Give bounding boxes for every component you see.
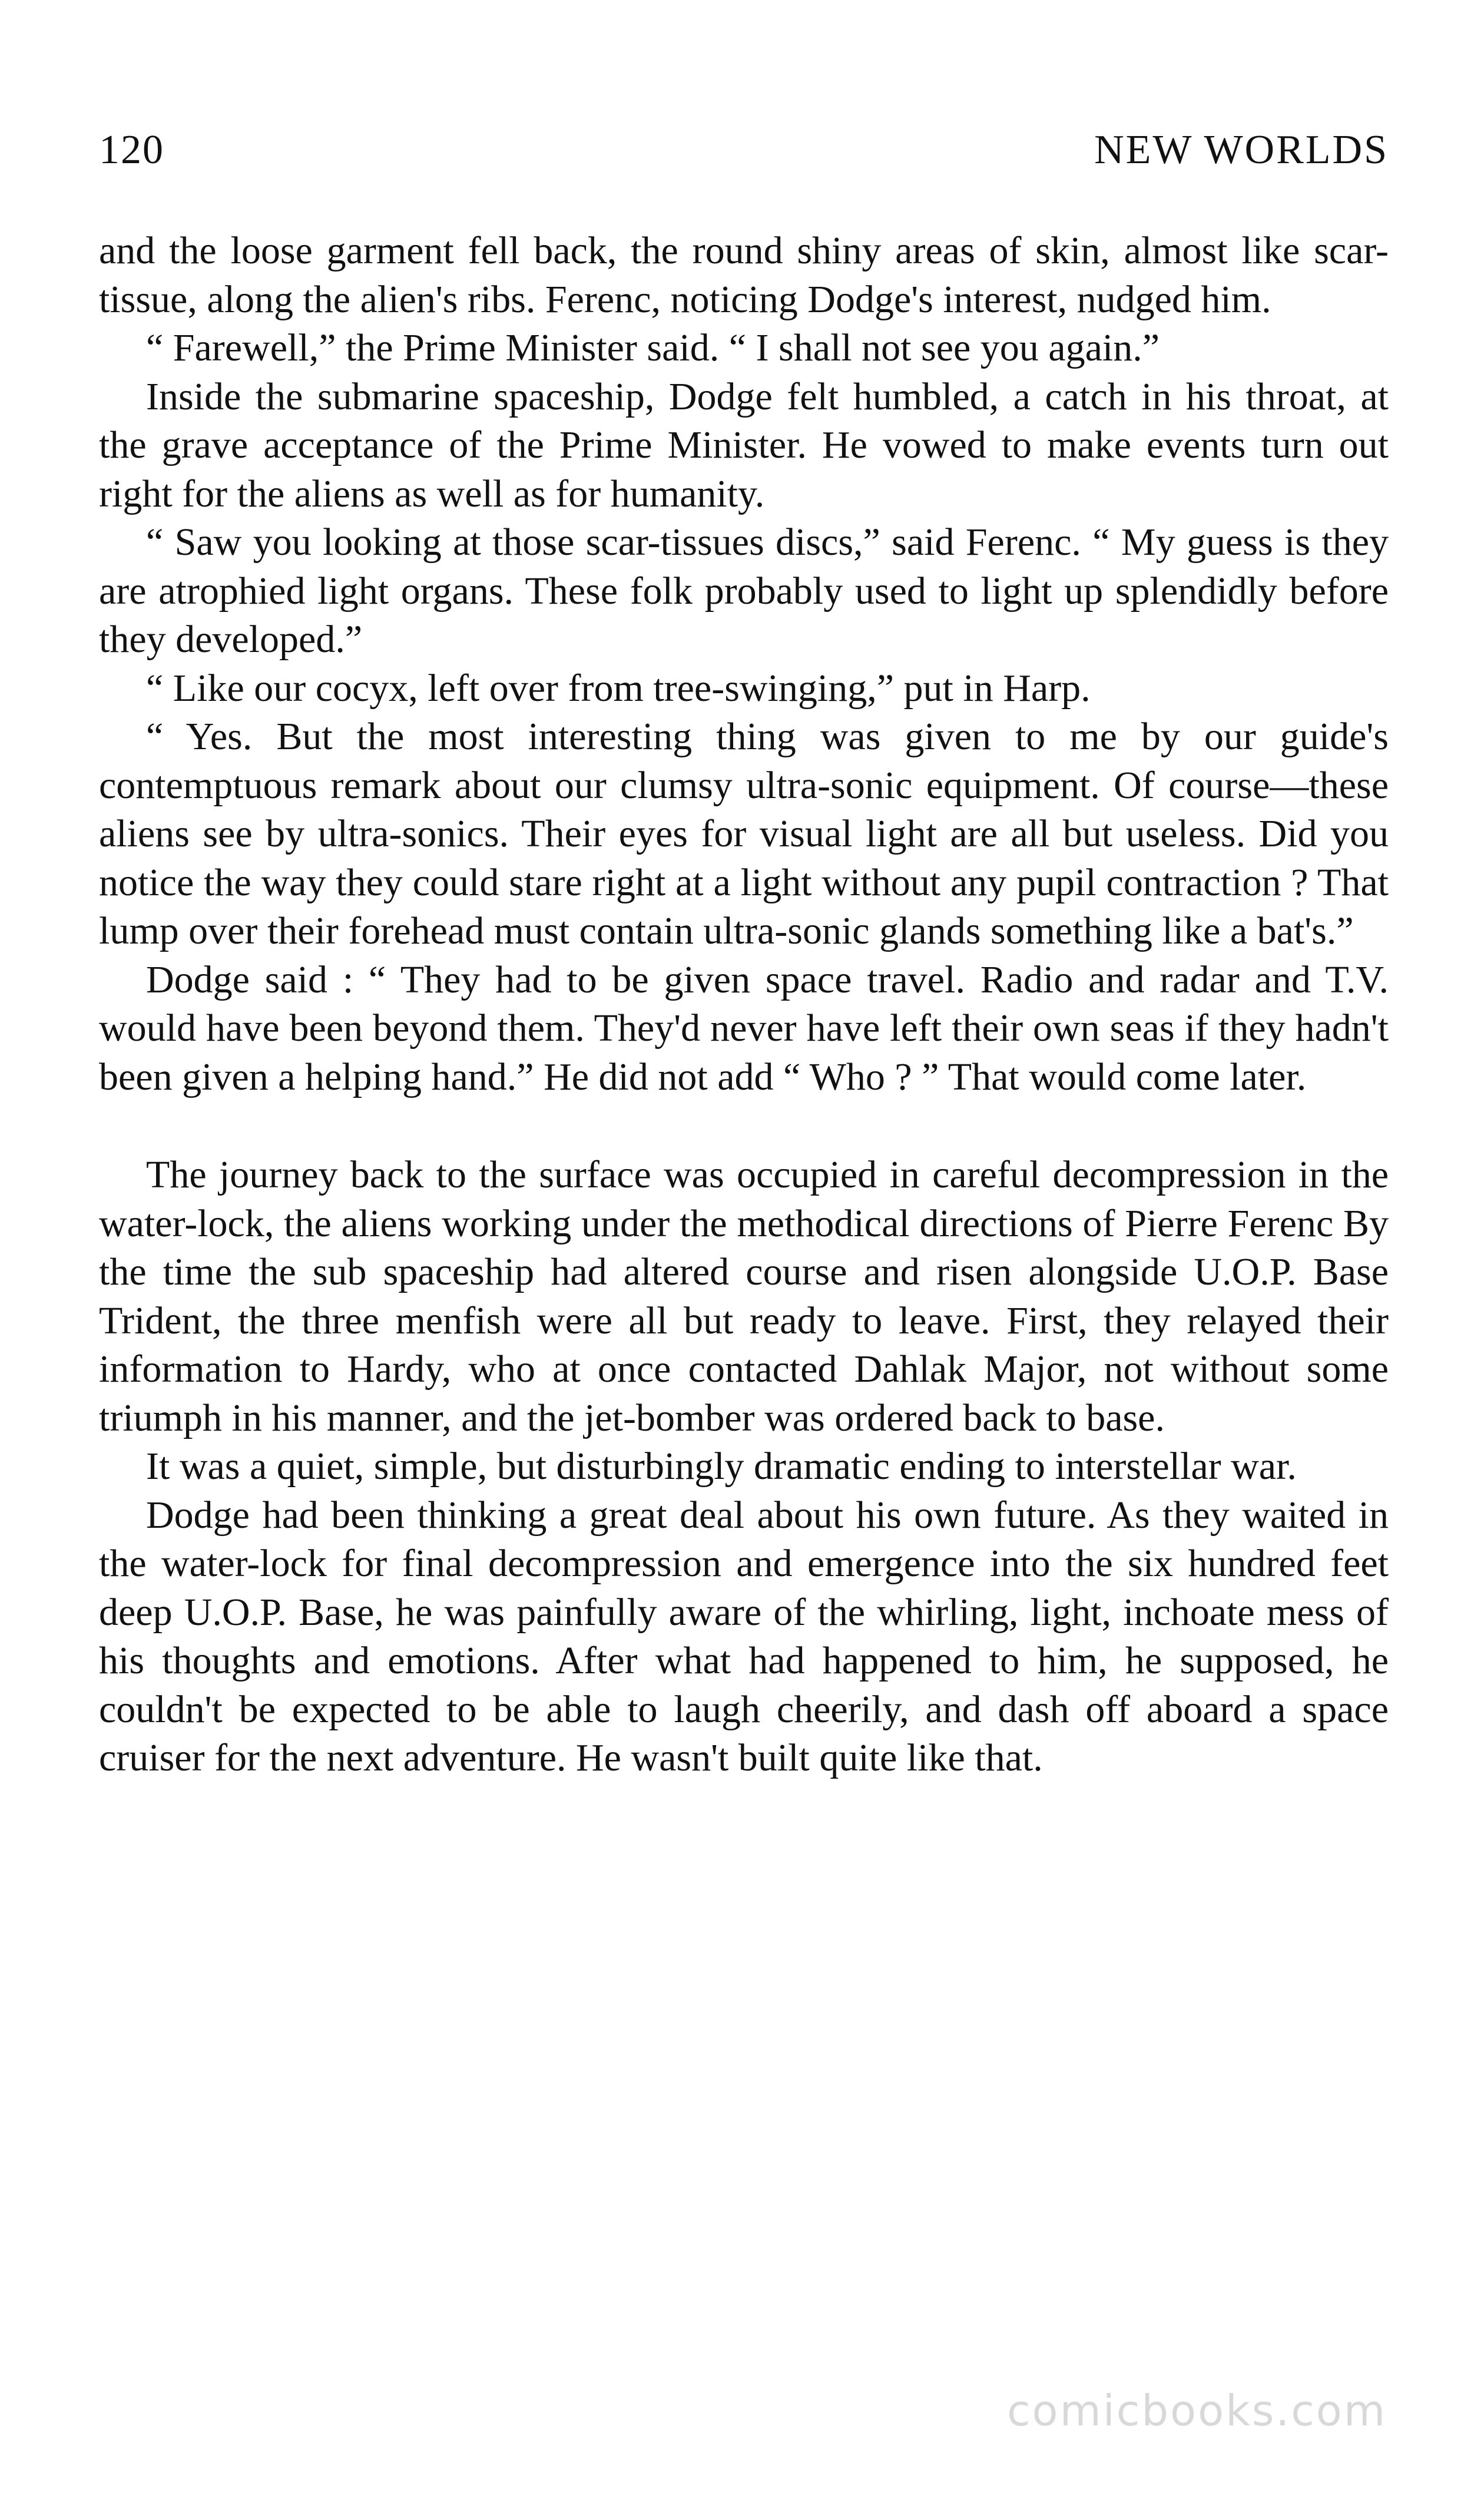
paragraph: “ Like our cocyx, left over from tree-swinging,” put in Harp.	[146, 666, 1091, 710]
running-title: NEW WORLDS	[1094, 127, 1389, 173]
paragraph: It was a quiet, simple, but disturbingly dramatic ending to interstellar war.	[146, 1445, 1297, 1488]
paragraph: and the loose garment fell back, the round shiny areas of skin, almost like scar-tissue, along the alien's ribs. Ferenc, noticing Dodge's interest, nudged him.	[99, 229, 1389, 321]
page-number: 120	[99, 127, 164, 173]
paragraph: “ Yes. But the most interesting thing was given to me by our guide's contemptuous remark about our clumsy ultra-sonic equipment. Of course—these aliens see by ultra-sonics. Their eyes for visual light are all but useless. Did you notice the way they could stare right at a light without any pupil contraction ? That lump over their forehead must contain ultra-sonic glands something like a bat's.”	[99, 715, 1389, 952]
paragraph: Dodge said : “ They had to be given space travel. Radio and radar and T.V. would have been beyond them. They'd never have left their own seas if they hadn't been given a helping hand.” He did not add “ Who ? ” That would come later.	[99, 958, 1389, 1098]
paragraph: Dodge had been thinking a great deal about his own future. As they waited in the water-lock for final decompression and emergence into the six hundred feet deep U.O.P. Base, he was painfully aware of the whirling, light, inchoate mess of his thoughts and emotions. After what had happened to him, he supposed, he couldn't be expected to be able to laugh cheerily, and dash off aboard a space cruiser for the next adventure. He wasn't built quite like that.	[99, 1493, 1389, 1779]
paragraph: “ Saw you looking at those scar-tissues discs,” said Ferenc. “ My guess is they are atrophied light organs. These folk probably used to light up splendidly before they developed.”	[99, 521, 1389, 661]
paragraph: Inside the submarine spaceship, Dodge felt humbled, a catch in his throat, at the grave acceptance of the Prime Minister. He vowed to make events turn out right for the aliens as well as for humanity.	[99, 375, 1389, 515]
paragraph: The journey back to the surface was occupied in careful decompression in the water-lock, the aliens working under the methodical directions of Pierre Ferenc By the time the sub spaceship had altered course and risen alongside U.O.P. Base Trident, the three menfish were all but ready to leave. First, they relayed their information to Hardy, who at once contacted Dahlak Major, not without some triumph in his manner, and the jet-bomber was ordered back to base.	[99, 1153, 1389, 1439]
watermark: comicbooks.com	[1006, 2386, 1387, 2435]
page-header	[99, 127, 1389, 174]
body-text	[99, 227, 1389, 1783]
paragraph: “ Farewell,” the Prime Minister said. “ I shall not see you again.”	[146, 326, 1160, 369]
